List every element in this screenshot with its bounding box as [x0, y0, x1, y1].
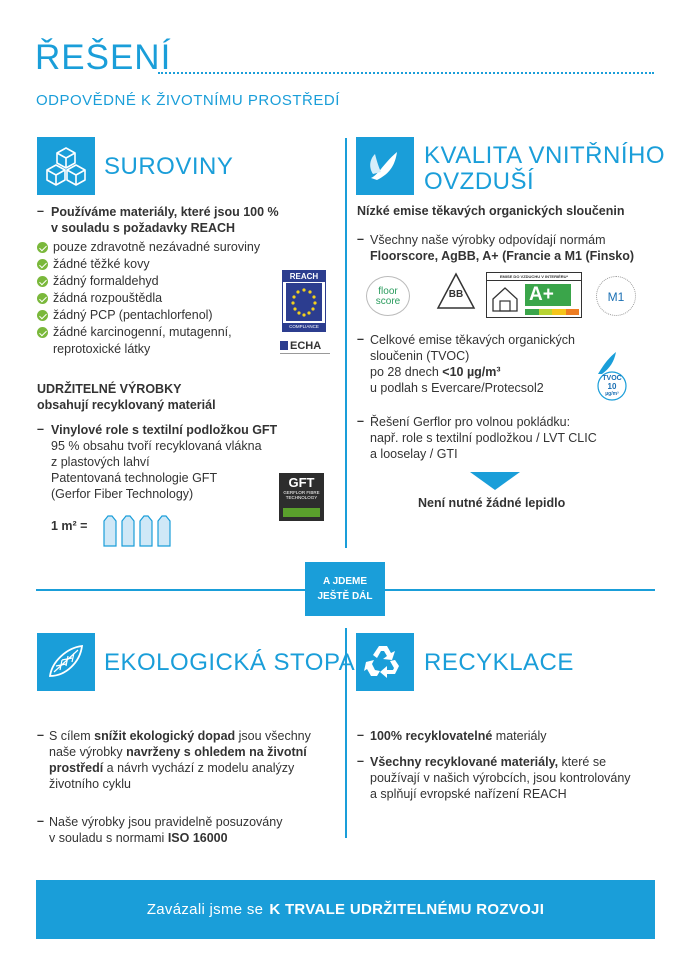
eko-p2-line-2: v souladu s normami ISO 16000 [49, 831, 228, 845]
no-glue-note: Není nutné žádné lepidlo [418, 496, 566, 510]
eko-p1-line-2: naše výrobky navrženy s ohledem na životní [49, 745, 307, 759]
aplus-logo: EMISE DO VZDUCHU V INTERIÉRU* A+ [486, 272, 582, 318]
butterfly-icon [356, 137, 414, 195]
tvoc-logo: TVOC 10 µg/m³ [588, 350, 632, 406]
recyklace-p2-line-1: Všechny recyklované materiály, které se [370, 755, 607, 769]
bullet-dash: – [357, 414, 364, 428]
bullet-dash: – [37, 204, 44, 218]
kvalita-b3-line-2: např. role s textilní podložkou / LVT CLIC [370, 431, 597, 445]
list-item: žádný formaldehyd [37, 273, 260, 290]
bullet-dash: – [37, 422, 44, 436]
bullet-dash: – [357, 332, 364, 346]
echa-logo: ECHA [280, 340, 330, 358]
footprint-icon [37, 633, 95, 691]
vertical-divider-top [345, 138, 347, 548]
kvalita-b3-line-1: Řešení Gerflor pro volnou pokládku: [370, 415, 571, 429]
arrow-down-icon [470, 472, 520, 490]
recyklace-p2-line-3: a splňují evropské nařízení REACH [370, 787, 567, 801]
eu-flag-icon [280, 341, 288, 350]
badge-line-2: JEŠTĚ DÁL [317, 591, 373, 602]
footer-bold-text: K TRVALE UDRŽITELNÉMU ROZVOJI [269, 901, 545, 918]
check-icon [37, 293, 48, 304]
recycle-icon [356, 633, 414, 691]
recyklace-p1: 100% recyklovatelné materiály [370, 729, 547, 743]
m1-logo: M1 [596, 276, 636, 316]
list-item: žádný PCP (pentachlorfenol) [37, 307, 260, 324]
check-icon [37, 327, 48, 338]
section-title-kvalita-1: KVALITA VNITŘNÍHO [424, 142, 665, 169]
title-dotted-rule [158, 72, 654, 74]
eko-p1-line-4: životního cyklu [49, 777, 131, 791]
per-m2-label: 1 m² = [51, 519, 88, 533]
check-icon [37, 242, 48, 253]
kvalita-b1-line-1: Všechny naše výrobky odpovídají normám [370, 233, 606, 247]
check-icon [37, 276, 48, 287]
bullet-dash: – [357, 754, 364, 768]
floorscore-logo: floor score [366, 276, 410, 316]
suroviny-lead-1: Používáme materiály, které jsou 100 % [51, 205, 279, 219]
eko-p1-line-3: prostředí a návrh vychází z modelu analýzy [49, 761, 295, 775]
badge-line-1: A JDEME [322, 576, 368, 587]
list-item: pouze zdravotně nezávadné suroviny [37, 239, 260, 256]
bullet-dash: – [37, 814, 44, 828]
check-icon [37, 259, 48, 270]
bullet-dash: – [357, 728, 364, 742]
sustainable-heading: UDRŽITELNÉ VÝROBKY [37, 382, 182, 396]
vinyl-line-4: (Gerfor Fiber Technology) [51, 487, 194, 501]
vinyl-line-1: 95 % obsahu tvoří recyklovaná vlákna [51, 439, 262, 453]
kvalita-b2-line-3: po 28 dnech <10 µg/m³ [370, 365, 501, 379]
section-title-suroviny: SUROVINY [104, 153, 234, 180]
kvalita-b2-line-4: u podlah s Evercare/Protecsol2 [370, 381, 544, 395]
footer-banner [36, 880, 655, 939]
bullet-dash: – [37, 728, 44, 742]
kvalita-b1-line-2: Floorscore, AgBB, A+ (Francie a M1 (Finsko) [370, 249, 635, 263]
suroviny-check-list [37, 239, 260, 358]
go-further-badge [305, 562, 385, 616]
kvalita-lead: Nízké emise těkavých organických sloučenin [357, 204, 625, 218]
list-item: žádná rozpouštědla [37, 290, 260, 307]
horizontal-divider-right [385, 589, 655, 591]
list-item: reprotoxické látky [53, 342, 151, 356]
sustainable-subheading: obsahují recyklovaný materiál [37, 398, 216, 412]
section-title-kvalita-2: OVZDUŠÍ [424, 168, 535, 195]
suroviny-lead-2: v souladu s požadavky REACH [51, 221, 236, 235]
agbb-logo: BB [436, 272, 476, 318]
reach-logo: REACH COMPLIANCE [282, 270, 326, 332]
recyklace-p2-line-2: používají v našich výrobcích, jsou kontrolovány [370, 771, 631, 785]
vinyl-title: Vinylové role s textilní podložkou GFT [51, 423, 278, 437]
footer-text: Zavázali jsme se [146, 901, 264, 918]
page-title: ŘEŠENÍ [35, 38, 172, 77]
eko-p1-line-1: S cílem snížit ekologický dopad jsou všechny [49, 729, 311, 743]
cubes-icon [37, 137, 95, 195]
vinyl-line-3: Patentovaná technologie GFT [51, 471, 218, 485]
vinyl-line-2: z plastových lahví [51, 455, 150, 469]
list-item: žádné karcinogenní, mutagenní, [37, 324, 260, 341]
section-title-recyklace: RECYKLACE [424, 649, 574, 676]
list-item: žádné těžké kovy [37, 256, 260, 273]
kvalita-b2-line-2: sloučenin (TVOC) [370, 349, 470, 363]
eko-p2-line-1: Naše výrobky jsou pravidelně posuzovány [49, 815, 283, 829]
check-icon [37, 310, 48, 321]
page-subtitle: ODPOVĚDNÉ K ŽIVOTNÍMU PROSTŘEDÍ [36, 92, 340, 109]
bottles-icon [100, 513, 180, 549]
bullet-dash: – [357, 232, 364, 246]
gft-logo: GFT GERFLOR FIBRE TECHNOLOGY [279, 473, 324, 521]
kvalita-b3-line-3: a looselay / GTI [370, 447, 458, 461]
certification-labels [366, 270, 646, 320]
section-title-eko: EKOLOGICKÁ STOPA [104, 649, 356, 676]
kvalita-b2-line-1: Celkové emise těkavých organických [370, 333, 575, 347]
horizontal-divider-left [36, 589, 305, 591]
